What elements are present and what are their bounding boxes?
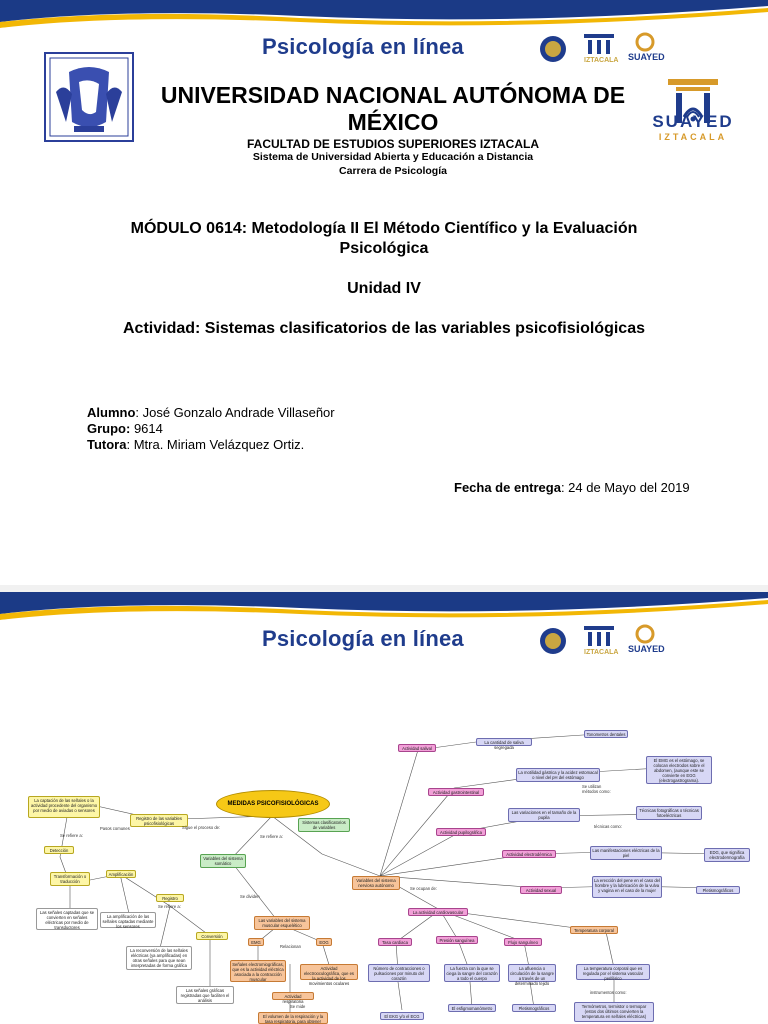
node-flujo: Flujo sanguíneo [504, 938, 542, 946]
system-name: Sistema de Universidad Abierta y Educación a Distancia [252, 151, 534, 163]
node-pletismo: Pletismográficos [696, 886, 740, 894]
group-value: 9614 [130, 421, 163, 436]
faculty-name: FACULTAD DE ESTUDIOS SUPERIORES IZTACALA [246, 137, 539, 151]
node-temp-desc: La temperatura corporal que es regulada por el sistema vascular periférico [576, 964, 650, 980]
label-tecnicas: técnicas como: [594, 824, 622, 829]
node-pletismo2: Pletismográficos [512, 1004, 556, 1012]
node-cantidad-saliva: La cantidad de saliva segregada [476, 738, 532, 746]
slide-separator [0, 585, 768, 592]
student-line [87, 405, 335, 420]
node-afluencia: La afluencia o circulación de la sangre a través de un determinado tejido [510, 966, 554, 986]
date-label: Fecha de entrega [454, 480, 561, 495]
node-act-gastro: Actividad gastrointestinal [428, 788, 484, 796]
date-value: : 24 de Mayo del 2019 [560, 480, 690, 495]
unam-logo-icon [538, 34, 568, 64]
header-title: Psicología en línea [262, 626, 464, 651]
node-ereccion: La erección del pene en el caso del hombre y la lubricación de la vulva y vagina en el caso de la mujer [592, 876, 662, 898]
suayed-small-label: SUAYED [628, 644, 665, 654]
label-se-dividen: Se dividen [240, 894, 260, 899]
node-volumen-resp: El volumen de la respiración y la tasa respiratoria, para obtener [258, 1012, 328, 1024]
node-amplificacion: Amplificación [106, 870, 136, 878]
node-termometros: Termómetros, termistor o termopar (estos dos últimos convierten la temperatura en señales eléctricas) [574, 1002, 654, 1022]
unam-seal-icon [44, 52, 134, 142]
node-act-respiratoria: Actividad respiratoria [272, 992, 314, 1000]
suayed-logo-sub: IZTACALA [658, 132, 728, 142]
iztacala-logo-icon [582, 34, 616, 56]
node-variaciones-pupila: Las variaciones en el tamaño de la pupila [508, 808, 580, 822]
node-sistemas-clasif: Sistemas clasificatorios de variables [298, 818, 350, 832]
node-manifestaciones-piel: Las manifestaciones eléctricas de la piel [590, 846, 662, 860]
label-se-refiere-a: Se refiere a: [158, 904, 181, 909]
tutor-line [87, 437, 304, 452]
node-transformacion: Transformación o traducción [50, 872, 90, 886]
student-label: Alumno [87, 405, 136, 420]
central-concept: MEDIDAS PSICOFISIOLÓGICAS [216, 790, 330, 818]
node-presion: Presión sanguínea [436, 936, 478, 944]
node-temperatura: Temperatura corporal [570, 926, 618, 934]
label-metodos: métodos como: [582, 789, 611, 794]
node-tonometros: Tonometros dentales [584, 730, 628, 738]
node-variables-somatico: Variables del sistema somático [200, 854, 246, 868]
node-tasa-cardiaca: Tasa cardiaca [378, 938, 412, 946]
node-eog: EOG [316, 938, 332, 946]
suayed-small-label: SUAYED [628, 52, 665, 62]
label-se-mide: Se mide [290, 1004, 306, 1009]
node-act-salival: Actividad salival [398, 744, 436, 752]
node-act-sexual: Actividad sexual [520, 886, 562, 894]
iztacala-label: IZTACALA [584, 57, 619, 64]
group-line [87, 421, 163, 436]
node-act-cardio: La actividad cardiovascular [408, 908, 468, 916]
node-senales-graficas: Las señales gráficas registradas que faciliten el análisis [176, 986, 234, 1004]
node-amplif-desc: La amplificación de las señales captadas mediante los sensores [100, 912, 156, 928]
activity-title: Actividad: Sistemas clasificatorios de las variables psicofisiológicas [123, 320, 645, 337]
group-label: Grupo: [87, 421, 131, 436]
label-se-ocupan: Se ocupan de: [410, 886, 438, 891]
student-value: : José Gonzalo Andrade Villaseñor [135, 405, 335, 420]
node-deteccion: Detección [44, 846, 74, 854]
node-numero-contracciones: Número de contracciones o pulsaciones por minuto del corazón [368, 964, 430, 982]
label-instrumentos: instrumentos como: [590, 990, 627, 995]
node-emg: EMG [248, 938, 264, 946]
university-name: UNIVERSIDAD NACIONAL AUTÓNOMA DE MÉXICO [160, 82, 626, 135]
concept-map-slide [0, 592, 768, 1024]
node-captacion: La captación de las señales o la actividad procedente del organismo por medio de aviadas o sensores [28, 796, 100, 818]
header-title: Psicología en línea [262, 34, 464, 59]
node-act-pupilar: Actividad pupilográfica [436, 828, 486, 836]
label-sigue-proceso: Sigue el proceso de: [182, 825, 221, 830]
node-tecnicas-foto: Técnicas fotográficas o técnicas fotoeléctricas [636, 806, 702, 820]
node-ekg: El EKG y/o el ECG [380, 1012, 424, 1020]
module-title: MÓDULO 0614: Metodología II El Método Científico y la Evaluación Psicológica [130, 220, 638, 257]
node-senales-electromio: Señales electromiográficas, que es la actividad eléctrica asociada a la contracción muscular [230, 960, 286, 982]
tutor-value: : Mtra. Miriam Velázquez Ortiz. [126, 437, 305, 452]
unit-title: Unidad IV [347, 280, 421, 297]
node-edg: EDG, que significa electrodermografía [704, 848, 750, 862]
node-esfigmo: El esfigmomanómetro [448, 1004, 496, 1012]
node-registro2: Registro [156, 894, 184, 902]
node-motilidad: La motilidad gástrica y la acidez estomacal o nivel del pH del estómago [516, 768, 600, 782]
node-act-electrooculo: Actividad electrooculográfica, que es la actividad de los movimientos oculares [300, 964, 358, 980]
label-se-refiere-clasif: Se refiere a: [260, 834, 283, 839]
node-variables-muscular: Las variables del sistema muscular esquelético [254, 916, 310, 930]
label-relacionan: Relacionan [280, 944, 301, 949]
node-variables-autonomo: Variables del sistema nervioso autónomo [352, 876, 400, 890]
node-fuerza-sangre: La fuerza con la que se ciega la sangre del corazón a todo el cuerpo [444, 964, 500, 982]
node-senales-captadas: Las señales captadas que se convierten en señales eléctricas por medio de transductores [36, 908, 98, 930]
node-registro: Registro de las variables psicofisiológicas [130, 814, 188, 827]
suayed-logo-name: SUAYED [652, 112, 734, 131]
node-act-electrodermica: Actividad electrodérmica [502, 850, 556, 858]
label-se-utilizan: Se utilizan [582, 784, 602, 789]
node-reconversion: La reconversión de las señales eléctricas (ya amplificadas) en otras señales para que sean interpretadas de forma gráfica [126, 946, 192, 970]
label-pasos-comunes: Pasos comunes [100, 826, 130, 831]
suayed-small-logo-icon [632, 32, 658, 52]
iztacala-label: IZTACALA [584, 649, 619, 656]
label-se-refiere: Se refiere a: [60, 833, 83, 838]
date-line [454, 480, 690, 495]
node-conversion: Conversión [196, 932, 228, 940]
career-name: Carrera de Psicología [339, 165, 447, 177]
tutor-label: Tutora [87, 437, 127, 452]
node-emg-desc: El EMG es el estómago, se colocan electrodos sobre el abdomen, (aunque este se convierte en EGG (electrogastrograma). [646, 756, 712, 784]
